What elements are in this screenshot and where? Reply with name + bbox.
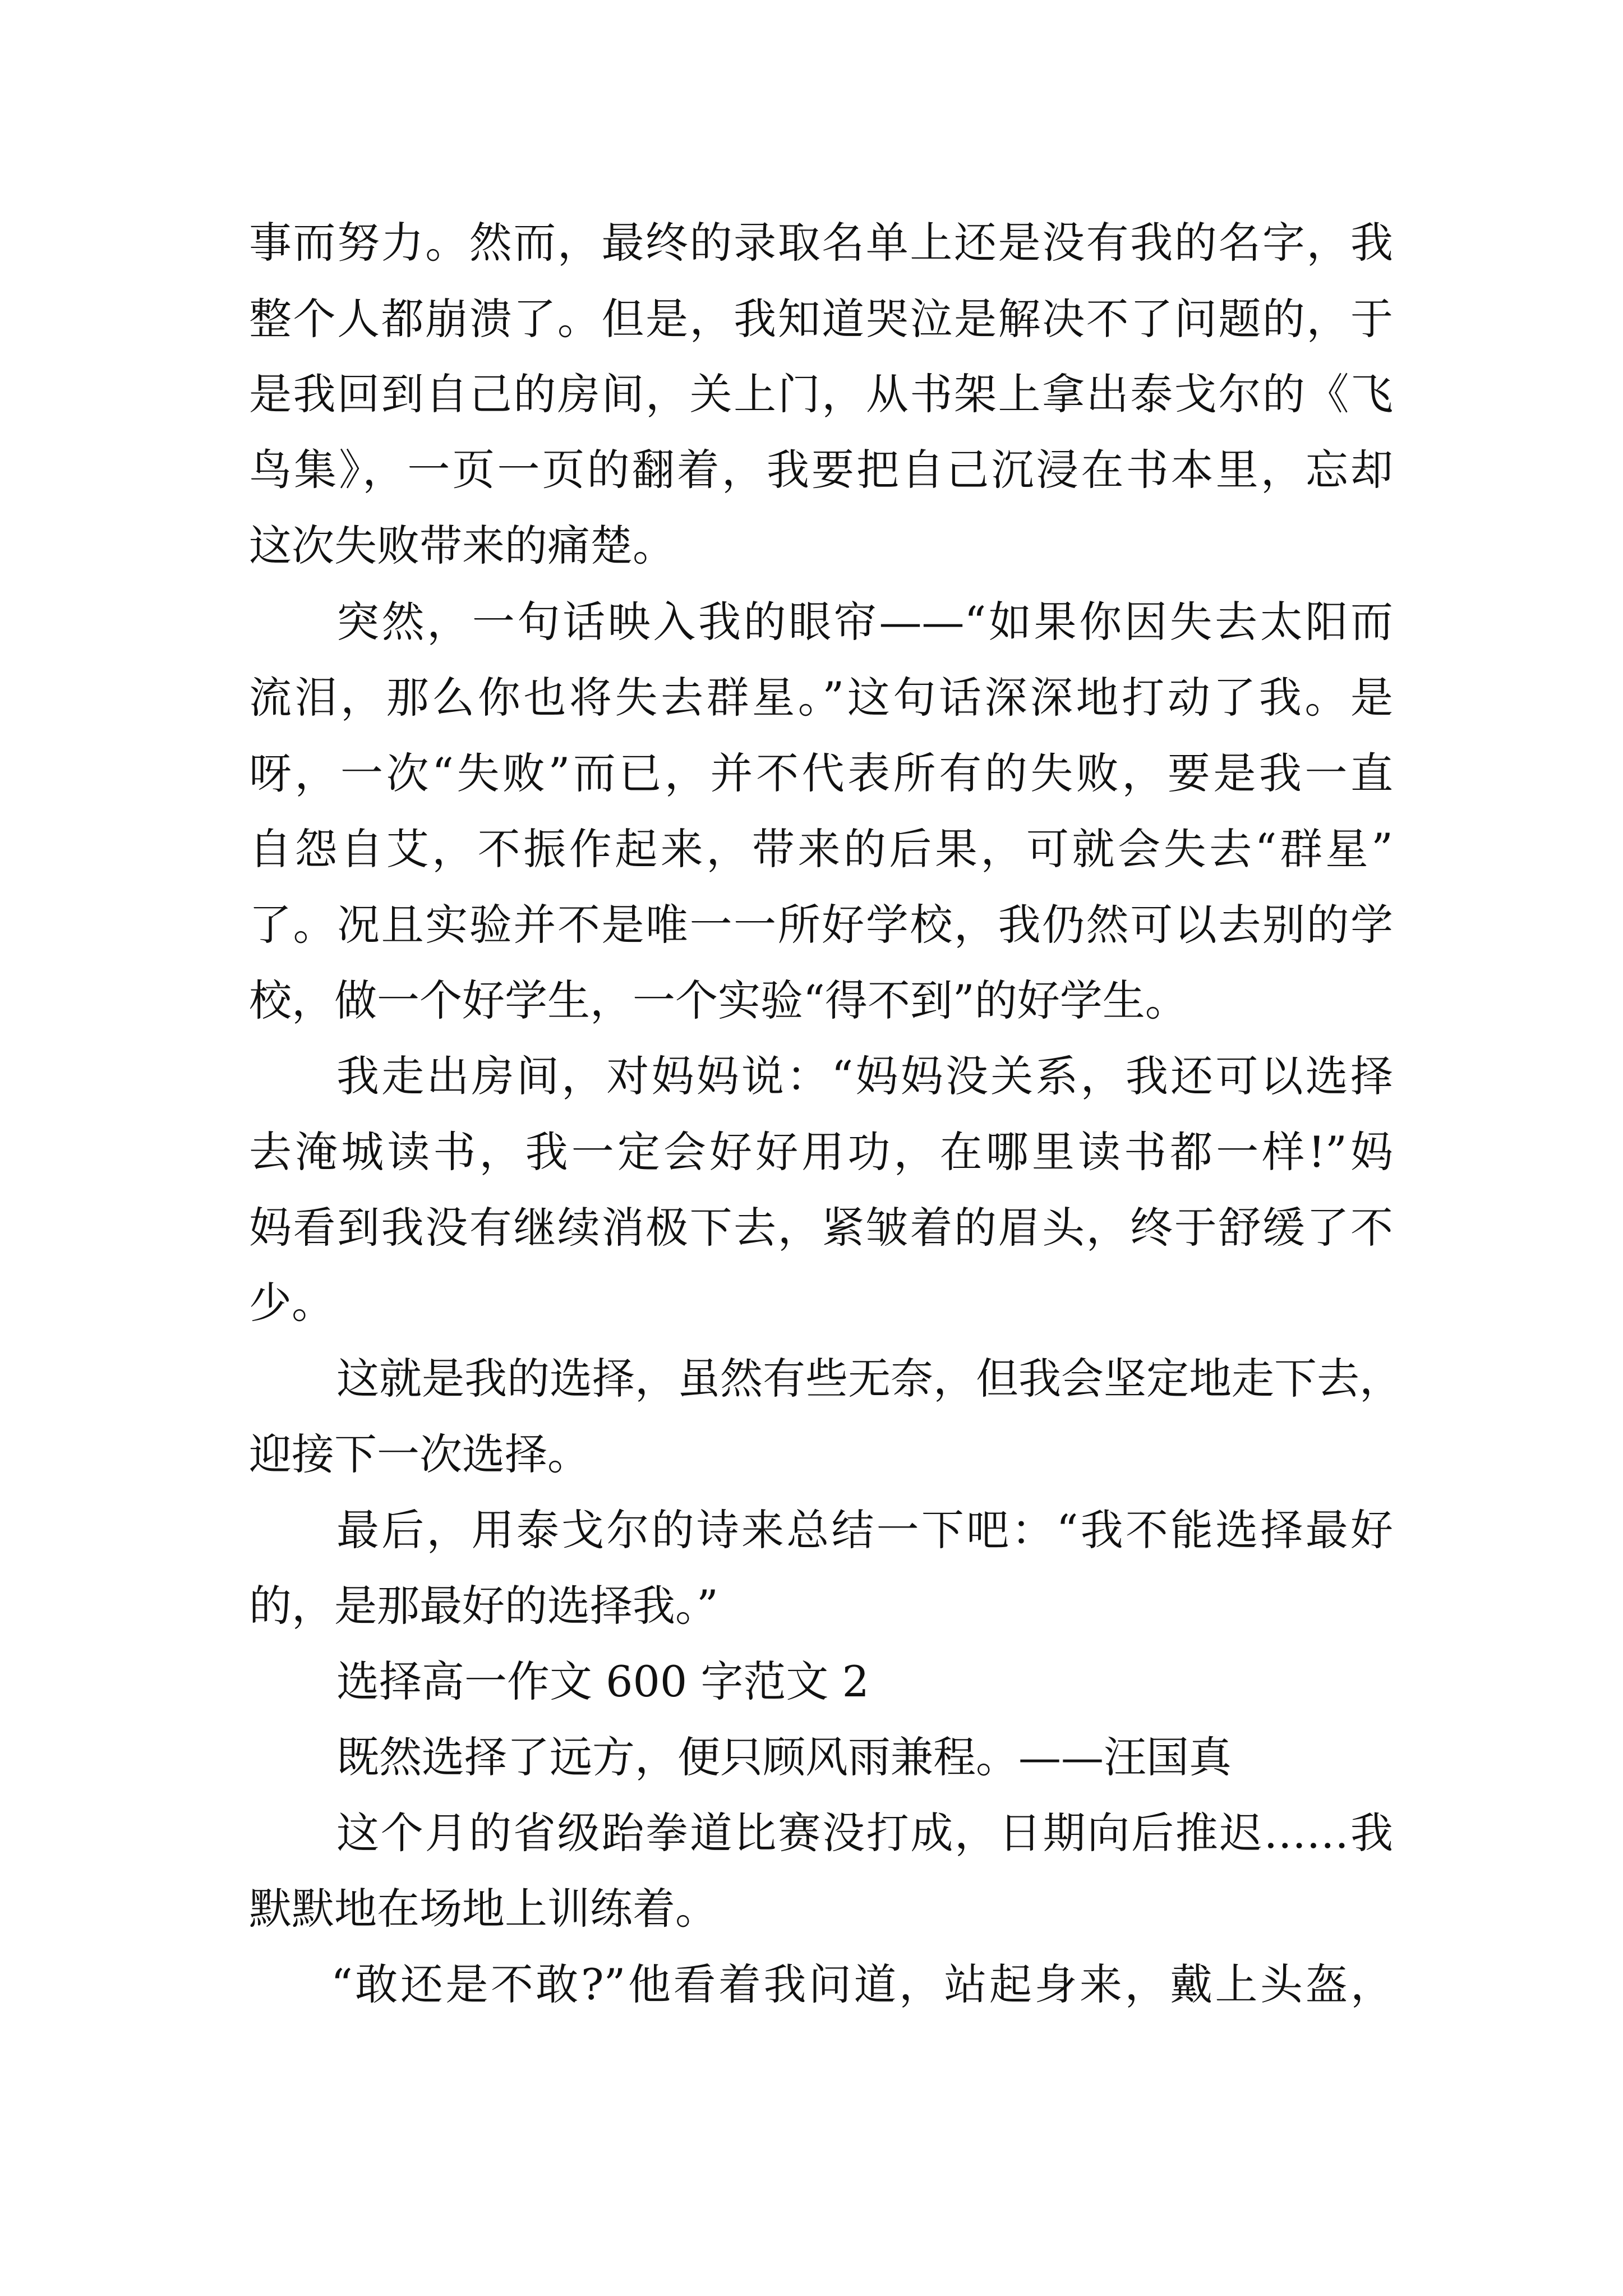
paragraph-2-line-2: 流泪，那么你也将失去群星。”这句话深深地打动了我。是 (249, 673, 1393, 723)
paragraph-2-line-5: 了。况且实验并不是唯一一所好学校，我仍然可以去别的学 (249, 900, 1393, 950)
paragraph-5-line-1: 最后，用泰戈尔的诗来总结一下吧：“我不能选择最好 (336, 1505, 1393, 1555)
paragraph-3-line-3: 妈看到我没有继续消极下去，紧皱着的眉头，终于舒缓了不 (249, 1203, 1393, 1253)
paragraph-1-line-5: 这次失败带来的痛楚。 (249, 521, 675, 570)
paragraph-1-line-1: 事而努力。然而，最终的录取名单上还是没有我的名字，我 (249, 218, 1393, 268)
paragraph-6-line-2: 默默地在场地上训练着。 (249, 1884, 718, 1934)
paragraph-3-line-1: 我走出房间，对妈妈说：“妈妈没关系，我还可以选择 (336, 1051, 1393, 1101)
paragraph-2-line-3: 呀，一次“失败”而已，并不代表所有的失败，要是我一直 (249, 748, 1393, 798)
paragraph-3-line-4: 少。 (249, 1278, 334, 1328)
paragraph-3-line-2: 去淹城读书，我一定会好好用功，在哪里读书都一样!”妈 (249, 1127, 1393, 1177)
paragraph-7-line-1: “敢还是不敢?”他看着我问道，站起身来，戴上头盔， (331, 1959, 1393, 2009)
paragraph-2-line-1: 突然，一句话映入我的眼帘——“如果你因失去太阳而 (336, 597, 1393, 647)
paragraph-2-line-4: 自怨自艾，不振作起来，带来的后果，可就会失去“群星” (249, 824, 1393, 874)
paragraph-1-line-4: 鸟集》，一页一页的翻着，我要把自己沉浸在书本里，忘却 (249, 445, 1393, 495)
essay-2-heading: 选择高一作文 600 字范文 2 (336, 1657, 869, 1706)
paragraph-2-line-6: 校，做一个好学生，一个实验“得不到”的好学生。 (249, 976, 1188, 1025)
epigraph-quote: 既然选择了远方，便只顾风雨兼程。——汪国真 (336, 1732, 1232, 1782)
paragraph-4-line-1: 这就是我的选择，虽然有些无奈，但我会坚定地走下去， (336, 1354, 1402, 1404)
paragraph-4-line-2: 迎接下一次选择。 (249, 1429, 590, 1479)
paragraph-1-line-2: 整个人都崩溃了。但是，我知道哭泣是解决不了问题的，于 (249, 294, 1393, 344)
paragraph-1-line-3: 是我回到自己的房间，关上门，从书架上拿出泰戈尔的《飞 (249, 369, 1393, 419)
paragraph-5-line-2: 的，是那最好的选择我。” (249, 1581, 718, 1631)
paragraph-6-line-1: 这个月的省级跆拳道比赛没打成，日期向后推迟……我 (336, 1808, 1393, 1858)
